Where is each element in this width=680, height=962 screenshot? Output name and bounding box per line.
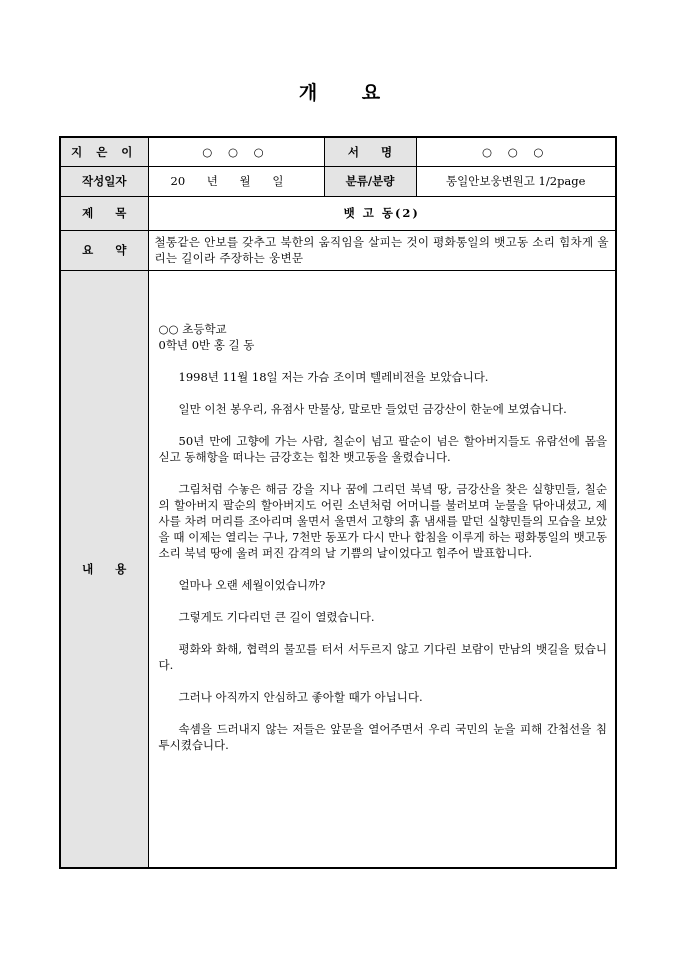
date-row — [60, 166, 616, 196]
book-value: ○ ○ ○ — [416, 137, 616, 166]
date-value: 20 년 월 일 — [148, 166, 324, 196]
subject-label: 제 목 — [60, 196, 148, 230]
page-title: 개 요 — [298, 82, 382, 104]
paragraph: 1998년 11월 18일 저는 가슴 조이며 텔레비전을 보았습니다. — [178, 369, 489, 384]
paragraph: 그러나 아직까지 안심하고 좋아할 때가 아닙니다. — [178, 689, 423, 704]
paragraph: 평화와 화해, 협력의 물꼬를 터서 서두르지 않고 기다린 보람이 만남의 뱃길을 텄습니다. — [158, 641, 607, 672]
paragraph: 50년 만에 고향에 가는 사람, 칠순이 넘고 팔순이 넘은 할아버지들도 유람선에 몸을 싣고 동해항을 떠나는 금강호는 힘찬 뱃고동을 울렸습니다. — [158, 433, 607, 464]
paragraph: 그림처럼 수놓은 해금 강을 지나 꿈에 그리던 북녘 땅, 금강산을 찾은 실향민들, 칠순의 할아버지 팔순의 할아버지도 어린 소년처럼 어머니를 불러보며 눈물을 닦아내셨고, 제사를 차려 머리를 조아리며 울면서 울면서 고향의 흙 냄새를 맡던 실향민들의 모습을 보았을 때 이제는 열리는 구나, 7천만 동포가 다시 만나 합침을 이루게 하는 평화통일의 뱃고동 소리 북녘 땅에 울려 퍼진 감격의 날 기쁨의 날이었다고 힘주어 발표합니다. — [158, 481, 607, 560]
school-name: ○○ 초등학교 — [158, 321, 227, 336]
summary-label: 요 약 — [60, 230, 148, 270]
paragraph: 속셈을 드러내지 않는 저들은 앞문을 열어주면서 우리 국민의 눈을 피해 간첩선을 침투시켰습니다. — [158, 721, 607, 752]
content-body — [148, 270, 616, 868]
paragraph: 일만 이천 봉우리, 유점사 만물상, 말로만 들었던 금강산이 한눈에 보였습니다. — [178, 401, 567, 416]
date-label: 작성일자 — [60, 166, 148, 196]
author-row — [60, 137, 616, 166]
author-label: 지 은 이 — [60, 137, 148, 166]
summary-value: 철통같은 안보를 갖추고 북한의 움직임을 살피는 것이 평화통일의 뱃고동 소리 힘차게 울리는 길이라 주장하는 웅변문 — [148, 230, 616, 270]
author-value: ○ ○ ○ — [148, 137, 324, 166]
summary-row — [60, 230, 616, 270]
category-label: 분류/분량 — [324, 166, 416, 196]
subject-row — [60, 196, 616, 230]
subject-value: 뱃 고 동(2) — [148, 196, 616, 230]
student-name: 0학년 0반 홍 길 동 — [158, 337, 255, 352]
content-row — [60, 270, 616, 868]
paragraph: 얼마나 오랜 세월이었습니까? — [178, 577, 326, 592]
paragraph: 그렇게도 기다리던 큰 길이 열렸습니다. — [178, 609, 375, 624]
content-label: 내 용 — [60, 270, 148, 868]
category-value: 통일안보웅변원고 1/2page — [416, 166, 616, 196]
speaker-info — [159, 321, 608, 353]
book-label: 서 명 — [324, 137, 416, 166]
summary-form-table — [59, 136, 617, 869]
